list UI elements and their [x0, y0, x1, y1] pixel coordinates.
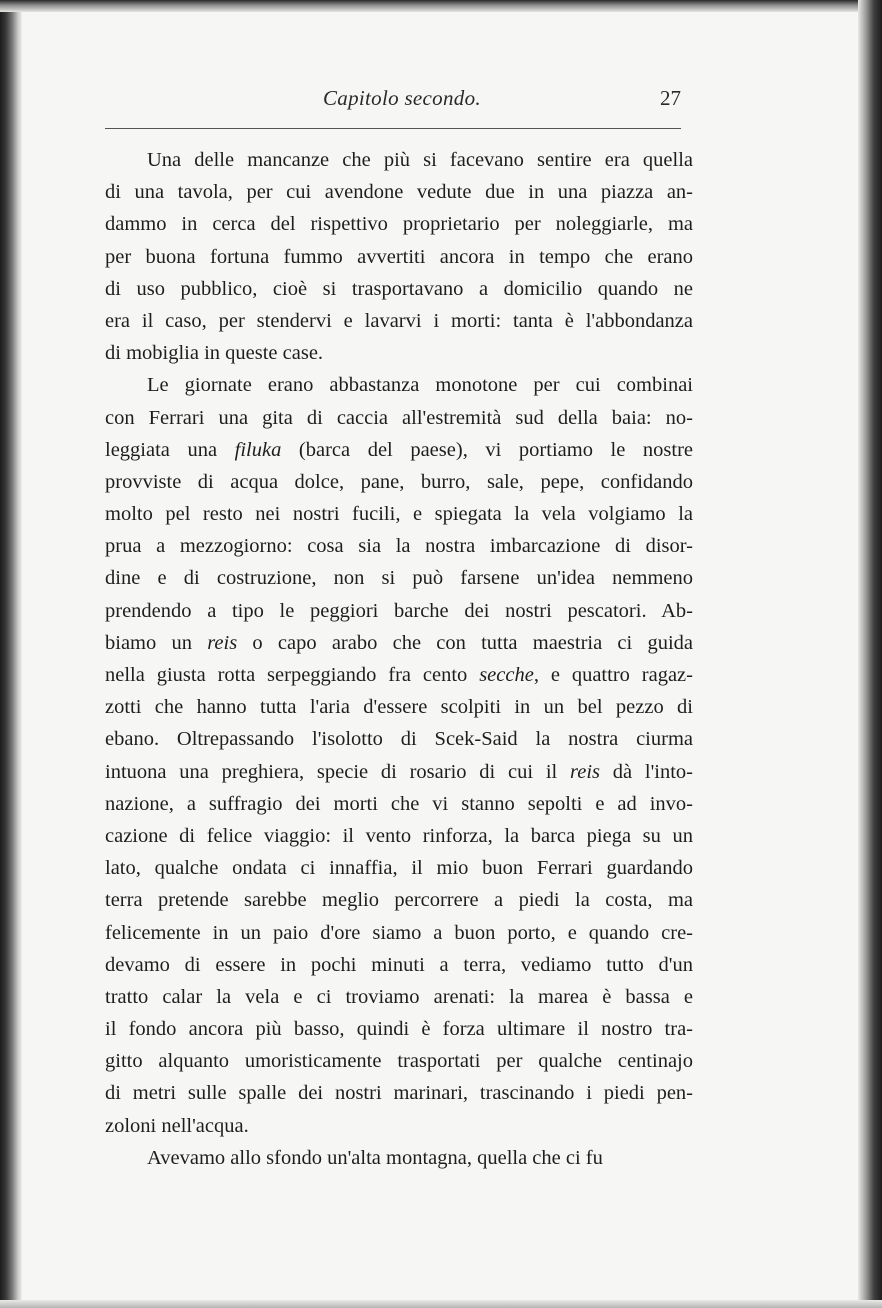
header-rule — [105, 128, 681, 129]
text-segment: Avevamo allo sfondo un'alta montagna, quella che ci fu — [147, 1146, 603, 1169]
text-segment: Una delle mancanze che più si facevano sentire era quella — [147, 149, 693, 171]
text-line — [105, 369, 693, 401]
text-segment: lato, qualche ondata ci innaffia, il mio buon Ferrari guardando — [105, 857, 693, 880]
text-line — [105, 1045, 693, 1077]
text-line — [105, 949, 693, 981]
text-line — [105, 498, 693, 530]
text-segment: , e quattro ragaz- — [533, 664, 693, 686]
page-edge-shadow-top — [0, 0, 882, 12]
text-line — [105, 208, 693, 240]
text-segment: biamo un — [105, 631, 208, 654]
text-line — [105, 691, 693, 723]
text-line — [105, 144, 693, 176]
text-segment: con Ferrari una gita di caccia all'estremità sud della baia: no- — [105, 406, 693, 429]
text-segment: o capo arabo che con tutta maestria ci guida — [237, 631, 693, 654]
text-segment: intuona una preghiera, specie di rosario di cui il — [105, 760, 570, 783]
text-line — [105, 305, 693, 337]
text-segment: devamo di essere in pochi minuti a terra, vediamo tutto d'un — [105, 953, 693, 976]
text-segment: nazione, a suffragio dei morti che vi stanno sepolti e ad invo- — [105, 792, 693, 815]
text-line — [105, 562, 693, 594]
chapter-title: Capitolo secondo. — [323, 86, 481, 110]
text-line — [105, 1142, 693, 1174]
text-segment: di uso pubblico, cioè si trasportavano a domicilio quando ne — [105, 277, 693, 300]
text-segment: per buona fortuna fummo avvertiti ancora in tempo che erano — [105, 245, 693, 268]
text-segment: cazione di felice viaggio: il vento rinforza, la barca piega su un — [105, 824, 693, 847]
text-line — [105, 176, 693, 208]
italic-term: filuka — [234, 438, 282, 461]
text-segment: dammo in cerca del rispettivo proprietario per noleggiarle, ma — [105, 213, 693, 236]
text-line — [105, 659, 693, 691]
text-segment: dà l'into- — [600, 760, 693, 783]
page-binding-shadow-left — [0, 0, 22, 1308]
text-line — [105, 434, 693, 466]
text-line — [105, 402, 693, 434]
text-segment: dine e di costruzione, non si può farsene un'idea nemmeno — [105, 567, 693, 590]
text-segment: gitto alquanto umoristicamente trasportati per qualche centinajo — [105, 1050, 693, 1073]
text-segment: leggiata una — [105, 438, 235, 461]
text-segment: era il caso, per stendervi e lavarvi i morti: tanta è l'abbondanza — [105, 309, 693, 332]
italic-term: reis — [570, 760, 600, 783]
running-head — [105, 86, 681, 116]
text-line — [105, 852, 693, 884]
text-segment: il fondo ancora più basso, quindi è forza ultimare il nostro tra- — [105, 1018, 693, 1041]
text-segment: Le giornate erano abbastanza monotone per cui combinai — [147, 374, 693, 397]
text-segment: nella giusta rotta serpeggiando fra cento — [105, 664, 480, 686]
text-segment: (barca del paese), vi portiamo le nostre — [281, 438, 693, 461]
text-line — [105, 466, 693, 498]
text-line — [105, 981, 693, 1013]
text-segment: di mobiglia in queste case. — [105, 342, 324, 365]
text-line — [105, 241, 693, 273]
italic-term: reis — [207, 631, 238, 654]
text-line — [105, 756, 693, 788]
text-segment: di metri sulle spalle dei nostri marinari, trascinando i piedi pen- — [105, 1082, 693, 1105]
text-line — [105, 1013, 693, 1045]
text-segment: zotti che hanno tutta l'aria d'essere scolpiti in un bel pezzo di — [105, 696, 693, 719]
text-line — [105, 530, 693, 562]
page-number: 27 — [660, 86, 681, 110]
text-line — [105, 595, 693, 627]
text-segment: provviste di acqua dolce, pane, burro, sale, pepe, confidando — [105, 470, 693, 493]
text-line — [105, 723, 693, 755]
text-segment: di una tavola, per cui avendone vedute due in una piazza an- — [105, 181, 693, 204]
text-line — [105, 1077, 693, 1109]
italic-term: secche — [479, 664, 534, 686]
text-segment: ebano. Oltrepassando l'isolotto di Scek-Said la nostra ciurma — [105, 728, 693, 751]
text-line — [105, 337, 693, 369]
text-line — [105, 884, 693, 916]
page-edge-bottom — [0, 1300, 882, 1308]
page-edge-shadow-right — [858, 0, 882, 1308]
text-segment: terra pretende sarebbe meglio percorrere a piedi la costa, ma — [105, 889, 693, 912]
text-line — [105, 820, 693, 852]
text-line — [105, 917, 693, 949]
text-line — [105, 627, 693, 659]
text-line — [105, 273, 693, 305]
text-segment: felicemente in un paio d'ore siamo a buon porto, e quando cre- — [105, 921, 693, 944]
text-segment: molto pel resto nei nostri fucili, e spiegata la vela volgiamo la — [105, 503, 693, 526]
text-line — [105, 788, 693, 820]
text-segment: zoloni nell'acqua. — [105, 1114, 249, 1137]
text-segment: tratto calar la vela e ci troviamo arenati: la marea è bassa e — [105, 985, 693, 1008]
body-text — [105, 144, 693, 1174]
text-line — [105, 1110, 693, 1142]
text-segment: prua a mezzogiorno: cosa sia la nostra imbarcazione di disor- — [105, 535, 693, 558]
text-segment: prendendo a tipo le peggiori barche dei nostri pescatori. Ab- — [105, 599, 693, 622]
